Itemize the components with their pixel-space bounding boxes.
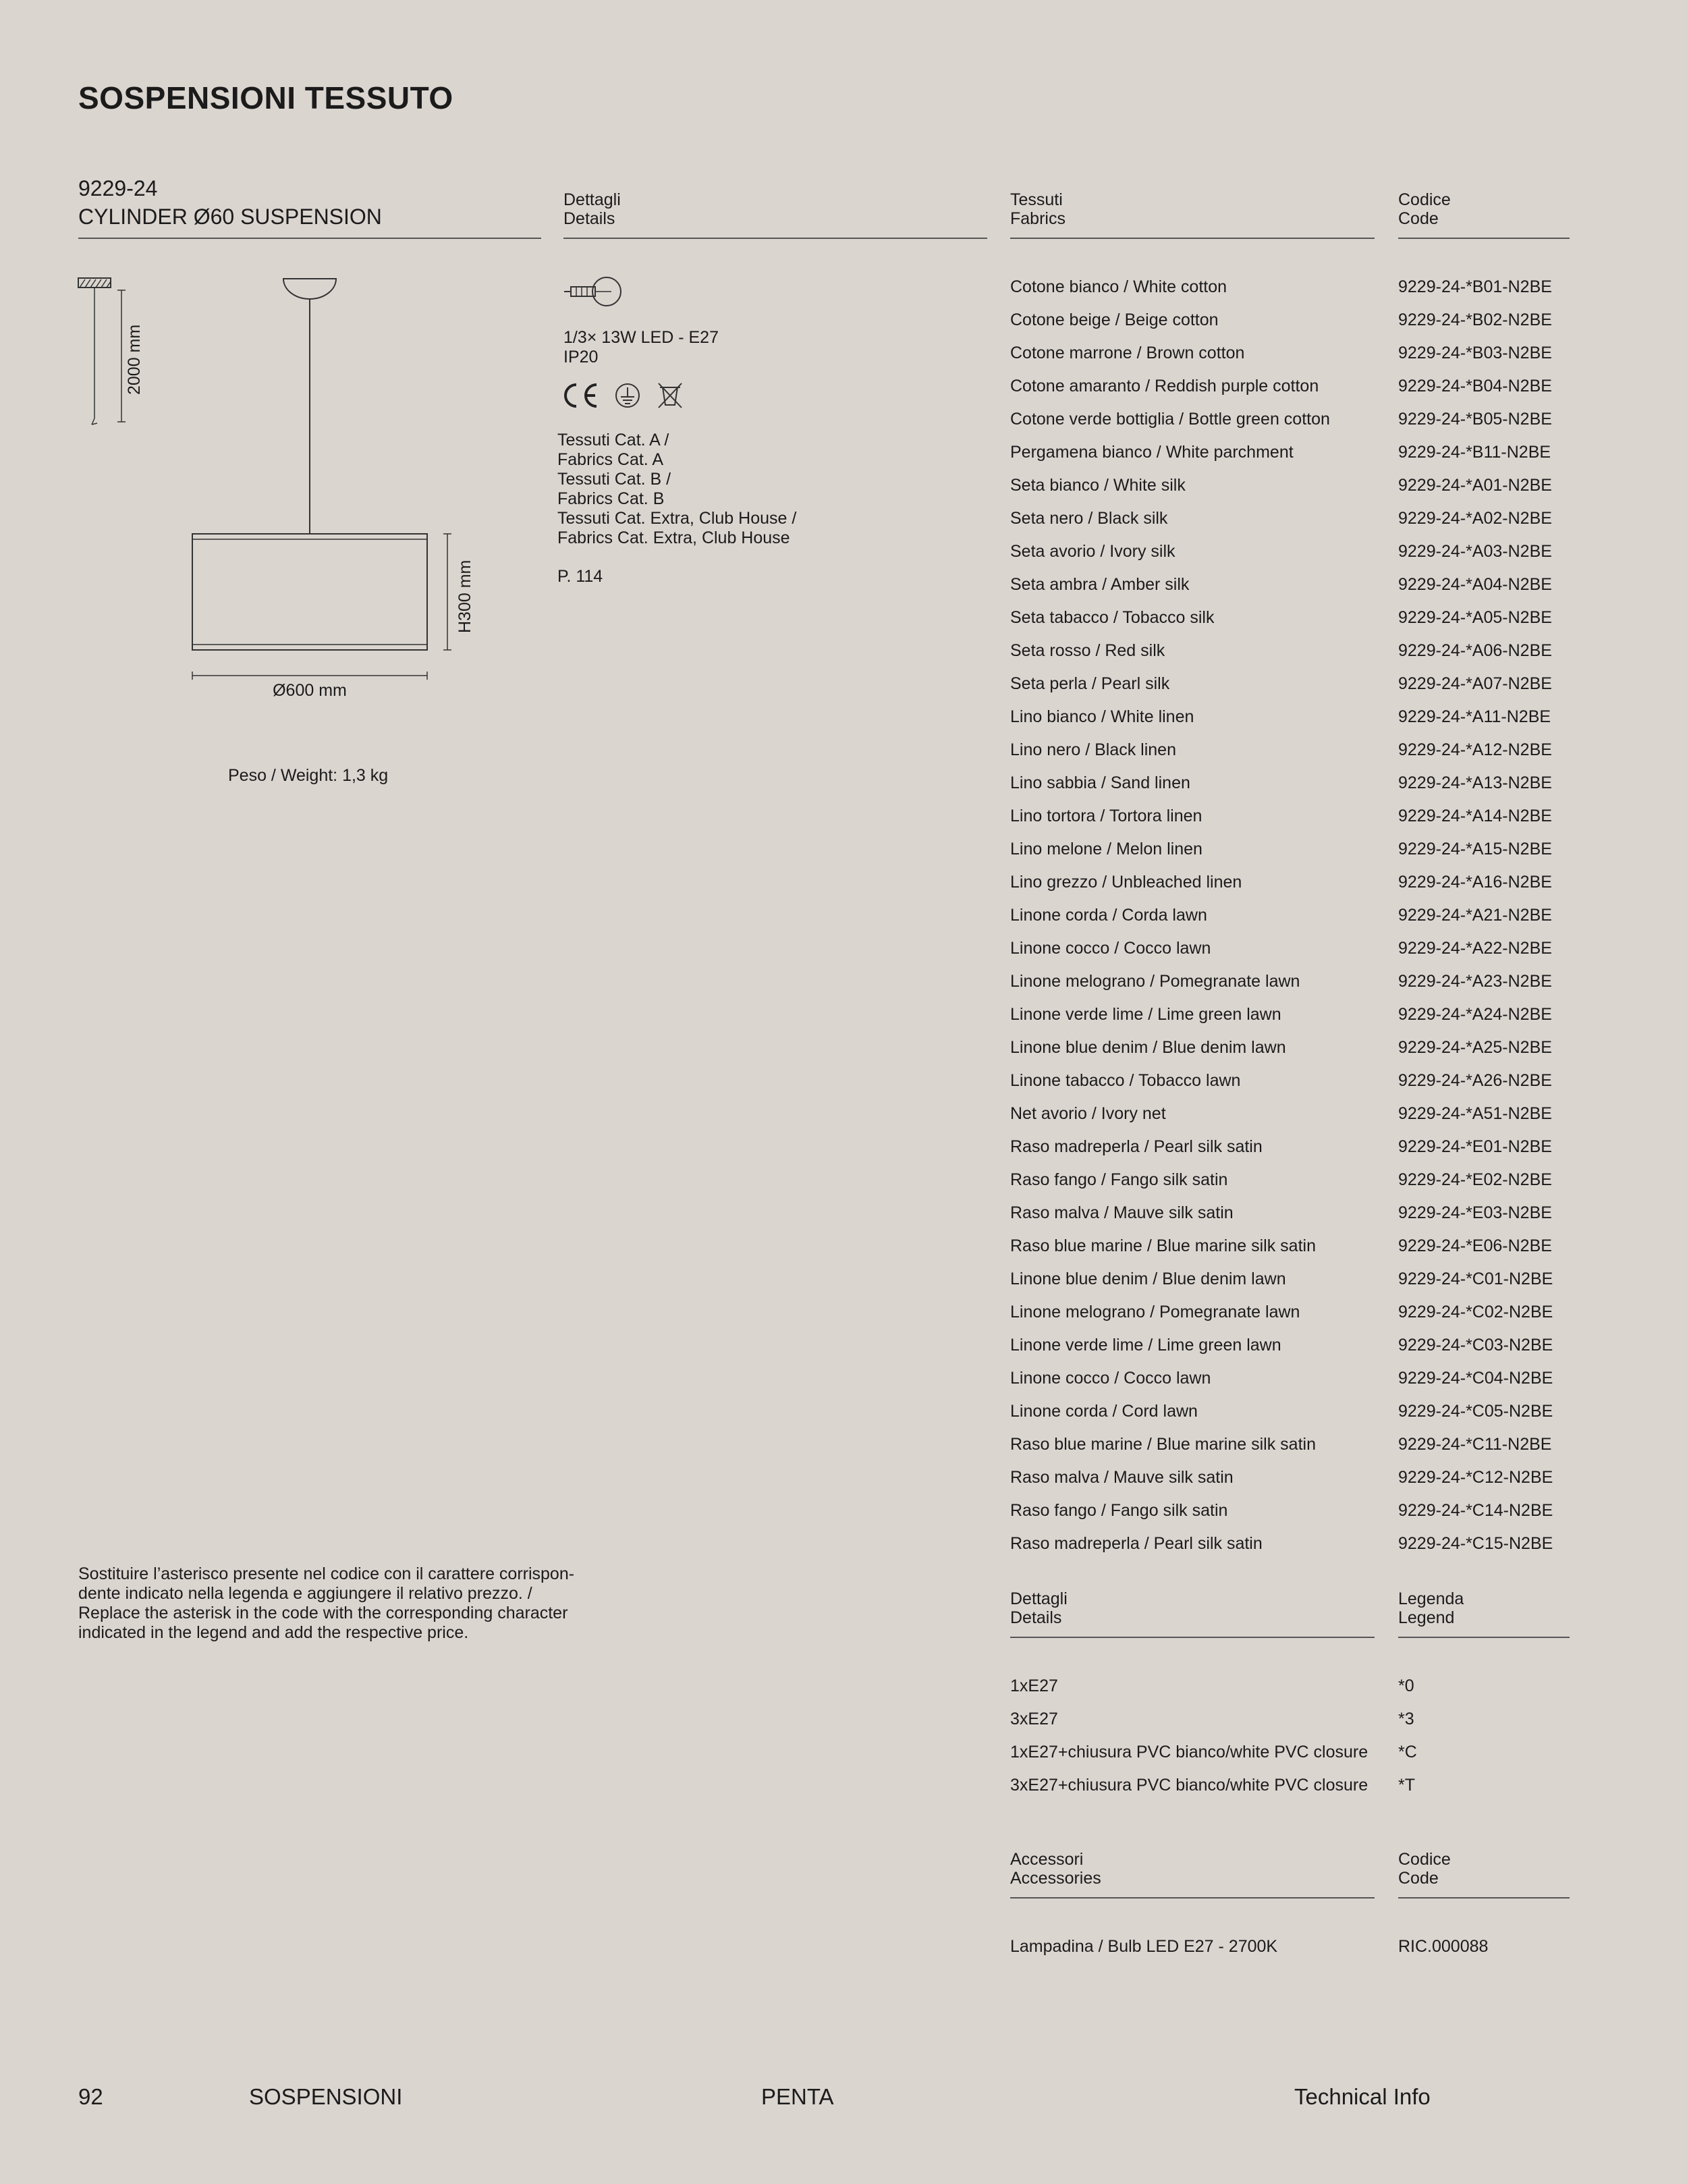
height-label: H300 mm bbox=[455, 559, 474, 633]
fabric-row-label: Linone cocco / Cocco lawn bbox=[1010, 1369, 1211, 1388]
fabric-row-label: Raso fango / Fango silk satin bbox=[1010, 1501, 1228, 1520]
fabric-row bbox=[1010, 1203, 1617, 1236]
fabric-row bbox=[1010, 1468, 1617, 1501]
fabric-row-label: Linone corda / Cord lawn bbox=[1010, 1402, 1198, 1421]
lamp-type: 1/3× 13W LED - E27 bbox=[563, 328, 719, 347]
ce-mark-icon bbox=[565, 385, 597, 406]
legend-row-code: *3 bbox=[1398, 1710, 1414, 1728]
fabric-row-code: 9229-24-*C14-N2BE bbox=[1398, 1501, 1553, 1520]
fabric-row-code: 9229-24-*B03-N2BE bbox=[1398, 344, 1552, 362]
fabric-row-label: Linone blue denim / Blue denim lawn bbox=[1010, 1270, 1286, 1288]
fabric-row bbox=[1010, 807, 1617, 840]
legend-row-label: 3xE27+chiusura PVC bianco/white PVC closure bbox=[1010, 1776, 1368, 1795]
fabric-row-code: 9229-24-*A24-N2BE bbox=[1398, 1005, 1552, 1024]
diameter-dimension bbox=[192, 672, 427, 700]
fabrics-header bbox=[1010, 190, 1066, 228]
accessories-code-rule bbox=[1398, 1897, 1570, 1899]
legend-row-label: 3xE27 bbox=[1010, 1710, 1058, 1728]
fabric-row-label: Linone melograno / Pomegranate lawn bbox=[1010, 972, 1300, 991]
legend-header-it: Legenda bbox=[1398, 1589, 1464, 1608]
fabric-row bbox=[1010, 840, 1617, 873]
fabric-row bbox=[1010, 873, 1617, 906]
footer-category: Technical Info bbox=[1294, 2084, 1431, 2109]
note-line: dente indicato nella legenda e aggiungere il relativo prezzo. / bbox=[78, 1584, 532, 1603]
bulb-icon bbox=[561, 273, 624, 310]
fabric-row-code: 9229-24-*E03-N2BE bbox=[1398, 1203, 1552, 1222]
fabric-row-label: Seta nero / Black silk bbox=[1010, 509, 1168, 528]
footer-section: SOSPENSIONI bbox=[249, 2084, 403, 2109]
legend-row-label: 1xE27 bbox=[1010, 1676, 1058, 1695]
legend-header-en: Legend bbox=[1398, 1608, 1455, 1627]
fabric-row-label: Seta perla / Pearl silk bbox=[1010, 674, 1170, 693]
fabric-row bbox=[1010, 575, 1617, 608]
legend-details-rule bbox=[1010, 1637, 1375, 1638]
fabric-row bbox=[1010, 1104, 1617, 1137]
accessories-header-en: Accessories bbox=[1010, 1869, 1101, 1888]
fabric-cat-line: Tessuti Cat. A / bbox=[557, 431, 669, 449]
fabric-row-code: 9229-24-*A07-N2BE bbox=[1398, 674, 1552, 693]
weight-label: Peso / Weight: 1,3 kg bbox=[228, 766, 389, 785]
fabrics-header-en: Fabrics bbox=[1010, 209, 1066, 228]
fabric-row bbox=[1010, 972, 1617, 1005]
product-code: 9229-24 bbox=[78, 176, 158, 200]
fabric-row bbox=[1010, 1137, 1617, 1170]
fabric-row-label: Lino tortora / Tortora linen bbox=[1010, 807, 1202, 825]
fabric-row bbox=[1010, 906, 1617, 939]
fabric-row-code: 9229-24-*A25-N2BE bbox=[1398, 1038, 1552, 1057]
fabric-row bbox=[1010, 707, 1617, 740]
code-header bbox=[1398, 190, 1451, 228]
fabric-row-label: Lino bianco / White linen bbox=[1010, 707, 1194, 726]
fabric-cat-line: Fabrics Cat. B bbox=[557, 489, 665, 508]
fabric-row-label: Pergamena bianco / White parchment bbox=[1010, 443, 1294, 462]
fabric-row-label: Raso madreperla / Pearl silk satin bbox=[1010, 1534, 1263, 1553]
pendant-lamp-icon bbox=[192, 279, 427, 650]
fabric-row-code: 9229-24-*A03-N2BE bbox=[1398, 542, 1552, 561]
fabric-row bbox=[1010, 344, 1617, 377]
fabric-row-label: Linone blue denim / Blue denim lawn bbox=[1010, 1038, 1286, 1057]
fabric-row-label: Cotone marrone / Brown cotton bbox=[1010, 344, 1245, 362]
fabric-row-label: Linone verde lime / Lime green lawn bbox=[1010, 1336, 1281, 1355]
legend-row-code: *C bbox=[1398, 1743, 1417, 1762]
code-header-it: Codice bbox=[1398, 190, 1451, 209]
note-line: indicated in the legend and add the respective price. bbox=[78, 1623, 469, 1642]
product-rule bbox=[78, 238, 541, 239]
fabric-row-code: 9229-24-*A23-N2BE bbox=[1398, 972, 1552, 991]
fabric-row bbox=[1010, 1071, 1617, 1104]
fabric-row-label: Raso blue marine / Blue marine silk satin bbox=[1010, 1236, 1316, 1255]
fabric-row-label: Cotone amaranto / Reddish purple cotton bbox=[1010, 377, 1319, 395]
footer-family: PENTA bbox=[761, 2084, 834, 2109]
fabric-row-code: 9229-24-*B01-N2BE bbox=[1398, 277, 1552, 296]
accessories-header bbox=[1010, 1850, 1101, 1888]
fabric-row-code: 9229-24-*C03-N2BE bbox=[1398, 1336, 1553, 1355]
fabric-row bbox=[1010, 1170, 1617, 1203]
legend-header bbox=[1398, 1589, 1464, 1627]
fabric-row bbox=[1010, 1038, 1617, 1071]
fabric-row-label: Seta avorio / Ivory silk bbox=[1010, 542, 1176, 561]
fabric-row-label: Cotone beige / Beige cotton bbox=[1010, 310, 1219, 329]
fabric-row-code: 9229-24-*A05-N2BE bbox=[1398, 608, 1552, 627]
fabric-row bbox=[1010, 1369, 1617, 1402]
fabric-row bbox=[1010, 939, 1617, 972]
fabric-row-code: 9229-24-*C15-N2BE bbox=[1398, 1534, 1553, 1553]
legend-row bbox=[1010, 1776, 1617, 1809]
fabric-row-code: 9229-24-*A01-N2BE bbox=[1398, 476, 1552, 495]
cable-dimension bbox=[117, 290, 144, 422]
legend-row-label: 1xE27+chiusura PVC bianco/white PVC closure bbox=[1010, 1743, 1368, 1762]
details-header bbox=[563, 190, 621, 228]
fabric-row bbox=[1010, 476, 1617, 509]
fabric-row-label: Lino sabbia / Sand linen bbox=[1010, 773, 1190, 792]
accessories-code-header-it: Codice bbox=[1398, 1850, 1451, 1869]
fabric-row bbox=[1010, 1336, 1617, 1369]
fabric-row-label: Raso madreperla / Pearl silk satin bbox=[1010, 1137, 1263, 1156]
fabric-row bbox=[1010, 1270, 1617, 1303]
fabric-row-code: 9229-24-*A26-N2BE bbox=[1398, 1071, 1552, 1090]
product-name: CYLINDER Ø60 SUSPENSION bbox=[78, 204, 382, 229]
fabric-row-code: 9229-24-*A22-N2BE bbox=[1398, 939, 1552, 958]
certification-icons bbox=[561, 379, 696, 413]
fabric-row-code: 9229-24-*E01-N2BE bbox=[1398, 1137, 1552, 1156]
fabric-row-label: Seta rosso / Red silk bbox=[1010, 641, 1165, 660]
ceiling-mount-icon bbox=[78, 278, 111, 425]
details-header-it: Dettagli bbox=[563, 190, 621, 209]
fabric-row-code: 9229-24-*C11-N2BE bbox=[1398, 1435, 1552, 1454]
legend-row-code: *0 bbox=[1398, 1676, 1414, 1695]
fabric-row-code: 9229-24-*A51-N2BE bbox=[1398, 1104, 1552, 1123]
fabric-row-code: 9229-24-*B02-N2BE bbox=[1398, 310, 1552, 329]
fabric-row bbox=[1010, 377, 1617, 410]
legend-rule bbox=[1398, 1637, 1570, 1638]
legend-details-header-en: Details bbox=[1010, 1608, 1062, 1627]
fabrics-rule bbox=[1010, 238, 1375, 239]
code-header-en: Code bbox=[1398, 209, 1439, 228]
fabric-categories bbox=[557, 431, 796, 548]
fabric-row-code: 9229-24-*E06-N2BE bbox=[1398, 1236, 1552, 1255]
details-header-en: Details bbox=[563, 209, 615, 228]
fabric-row-code: 9229-24-*B11-N2BE bbox=[1398, 443, 1551, 462]
fabric-row bbox=[1010, 1402, 1617, 1435]
legend-row bbox=[1010, 1743, 1617, 1776]
legend-details-header-it: Dettagli bbox=[1010, 1589, 1068, 1608]
fabric-cat-line: Tessuti Cat. B / bbox=[557, 470, 671, 489]
accessory-row-code: RIC.000088 bbox=[1398, 1937, 1489, 1956]
fabric-row-code: 9229-24-*C04-N2BE bbox=[1398, 1369, 1553, 1388]
fabric-row-label: Linone verde lime / Lime green lawn bbox=[1010, 1005, 1281, 1024]
fabrics-header-it: Tessuti bbox=[1010, 190, 1063, 209]
product-heading bbox=[78, 174, 382, 231]
fabric-row-code: 9229-24-*A15-N2BE bbox=[1398, 840, 1552, 858]
fabric-row bbox=[1010, 443, 1617, 476]
fabric-row bbox=[1010, 509, 1617, 542]
fabric-row bbox=[1010, 1303, 1617, 1336]
accessory-row bbox=[1010, 1937, 1617, 1970]
fabrics-table bbox=[1010, 277, 1617, 1560]
fabric-row-label: Cotone verde bottiglia / Bottle green cotton bbox=[1010, 410, 1330, 429]
fabric-row-label: Cotone bianco / White cotton bbox=[1010, 277, 1227, 296]
technical-drawing bbox=[67, 267, 486, 807]
asterisk-note bbox=[78, 1564, 574, 1643]
fabric-row-label: Linone tabacco / Tobacco lawn bbox=[1010, 1071, 1241, 1090]
accessories-header-it: Accessori bbox=[1010, 1850, 1084, 1869]
fabric-row-code: 9229-24-*E02-N2BE bbox=[1398, 1170, 1552, 1189]
details-rule bbox=[563, 238, 987, 239]
accessories-code-header bbox=[1398, 1850, 1451, 1888]
fabric-row-label: Raso blue marine / Blue marine silk satin bbox=[1010, 1435, 1316, 1454]
page-reference: P. 114 bbox=[557, 567, 603, 586]
legend-row bbox=[1010, 1676, 1617, 1710]
legend-row-code: *T bbox=[1398, 1776, 1415, 1795]
fabric-row-label: Linone corda / Corda lawn bbox=[1010, 906, 1207, 925]
ip-rating: IP20 bbox=[563, 348, 599, 366]
fabric-cat-line: Tessuti Cat. Extra, Club House / bbox=[557, 509, 797, 528]
fabric-row bbox=[1010, 674, 1617, 707]
fabric-row-label: Raso fango / Fango silk satin bbox=[1010, 1170, 1228, 1189]
fabric-row bbox=[1010, 740, 1617, 773]
fabric-row-code: 9229-24-*A16-N2BE bbox=[1398, 873, 1552, 892]
fabric-row-code: 9229-24-*C05-N2BE bbox=[1398, 1402, 1553, 1421]
fabric-row bbox=[1010, 277, 1617, 310]
legend-table bbox=[1010, 1676, 1617, 1811]
fabric-row-code: 9229-24-*A06-N2BE bbox=[1398, 641, 1552, 660]
page-title: SOSPENSIONI TESSUTO bbox=[78, 80, 453, 115]
fabric-row-label: Seta tabacco / Tobacco silk bbox=[1010, 608, 1215, 627]
diameter-label: Ø600 mm bbox=[273, 681, 347, 700]
ground-icon bbox=[616, 384, 639, 407]
note-line: Sostituire l’asterisco presente nel codice con il carattere corrispon- bbox=[78, 1564, 575, 1583]
cable-length-label: 2000 mm bbox=[125, 324, 144, 395]
fabric-row-code: 9229-24-*C12-N2BE bbox=[1398, 1468, 1553, 1487]
legend-row bbox=[1010, 1710, 1617, 1743]
fabric-row-code: 9229-24-*A11-N2BE bbox=[1398, 707, 1551, 726]
fabric-row bbox=[1010, 1435, 1617, 1468]
legend-details-header bbox=[1010, 1589, 1068, 1627]
fabric-row-label: Lino melone / Melon linen bbox=[1010, 840, 1202, 858]
fabric-row-code: 9229-24-*A04-N2BE bbox=[1398, 575, 1552, 594]
fabric-row-label: Linone cocco / Cocco lawn bbox=[1010, 939, 1211, 958]
fabric-row bbox=[1010, 310, 1617, 344]
accessories-rule bbox=[1010, 1897, 1375, 1899]
fabric-row-code: 9229-24-*A21-N2BE bbox=[1398, 906, 1552, 925]
fabric-row bbox=[1010, 1236, 1617, 1270]
lamp-spec bbox=[563, 328, 719, 367]
fabric-row-label: Net avorio / Ivory net bbox=[1010, 1104, 1166, 1123]
fabric-row bbox=[1010, 641, 1617, 674]
accessories-table bbox=[1010, 1937, 1617, 1977]
fabric-row-label: Seta bianco / White silk bbox=[1010, 476, 1186, 495]
fabric-row bbox=[1010, 773, 1617, 807]
fabric-row-code: 9229-24-*A14-N2BE bbox=[1398, 807, 1552, 825]
fabric-row bbox=[1010, 542, 1617, 575]
fabric-row-label: Linone melograno / Pomegranate lawn bbox=[1010, 1303, 1300, 1321]
accessories-code-header-en: Code bbox=[1398, 1869, 1439, 1888]
fabric-row-code: 9229-24-*C01-N2BE bbox=[1398, 1270, 1553, 1288]
fabric-row-code: 9229-24-*A12-N2BE bbox=[1398, 740, 1552, 759]
height-dimension bbox=[443, 534, 474, 650]
accessory-row-label: Lampadina / Bulb LED E27 - 2700K bbox=[1010, 1937, 1278, 1956]
fabric-row-label: Seta ambra / Amber silk bbox=[1010, 575, 1190, 594]
fabric-row-code: 9229-24-*C02-N2BE bbox=[1398, 1303, 1553, 1321]
fabric-row-label: Lino grezzo / Unbleached linen bbox=[1010, 873, 1242, 892]
fabric-row-label: Raso malva / Mauve silk satin bbox=[1010, 1203, 1234, 1222]
fabric-cat-line: Fabrics Cat. Extra, Club House bbox=[557, 528, 790, 547]
fabric-row bbox=[1010, 1005, 1617, 1038]
fabric-row-label: Lino nero / Black linen bbox=[1010, 740, 1176, 759]
footer-page-number: 92 bbox=[78, 2084, 103, 2109]
fabric-row-code: 9229-24-*A13-N2BE bbox=[1398, 773, 1552, 792]
weee-bin-icon bbox=[659, 383, 682, 408]
fabric-cat-line: Fabrics Cat. A bbox=[557, 450, 663, 469]
fabric-row bbox=[1010, 410, 1617, 443]
code-rule bbox=[1398, 238, 1570, 239]
fabric-row bbox=[1010, 608, 1617, 641]
fabric-row bbox=[1010, 1534, 1617, 1567]
fabric-row bbox=[1010, 1501, 1617, 1534]
note-line: Replace the asterisk in the code with the corresponding character bbox=[78, 1604, 568, 1622]
fabric-row-code: 9229-24-*B05-N2BE bbox=[1398, 410, 1552, 429]
fabric-row-code: 9229-24-*B04-N2BE bbox=[1398, 377, 1552, 395]
fabric-row-code: 9229-24-*A02-N2BE bbox=[1398, 509, 1552, 528]
fabric-row-label: Raso malva / Mauve silk satin bbox=[1010, 1468, 1234, 1487]
